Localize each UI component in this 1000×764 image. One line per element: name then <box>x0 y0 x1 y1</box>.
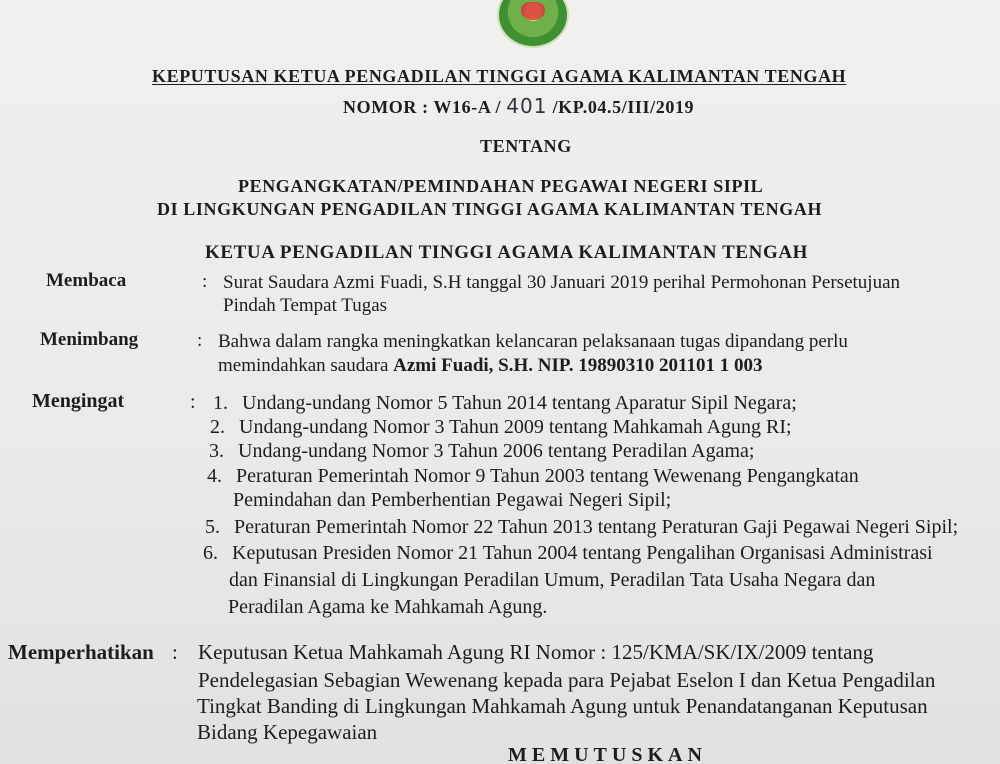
membaca-text-line1: Surat Saudara Azmi Fuadi, S.H tanggal 30 Januari 2019 perihal Permohonan Persetujuan <box>223 272 901 293</box>
menimbang-text-line2 <box>218 355 762 377</box>
emblem-center <box>521 2 545 20</box>
document-number <box>343 94 694 118</box>
mengingat-item-3 <box>209 440 754 463</box>
mengingat-label: Mengingat <box>32 390 125 412</box>
mengingat-item-6 <box>203 542 933 565</box>
mengingat-item-4 <box>207 465 859 488</box>
memperhatikan-text-line2: Pendelegasian Sebagian Wewenang kepada para Pejabat Eselon I dan Ketua Pengadilan <box>198 668 936 692</box>
mengingat-item-2 <box>210 416 792 439</box>
membaca-text-line2: Pindah Tempat Tugas <box>223 295 388 316</box>
membaca-colon: : <box>202 271 208 292</box>
menimbang-label: Menimbang <box>40 329 139 350</box>
list-number: 6. <box>203 542 218 564</box>
list-number: 3. <box>209 440 224 462</box>
list-number: 4. <box>207 465 222 487</box>
subject-line-1: PENGANGKATAN/PEMINDAHAN PEGAWAI NEGERI SIPIL <box>238 176 764 196</box>
list-text: Undang-undang Nomor 3 Tahun 2009 tentang Mahkamah Agung RI; <box>239 416 792 438</box>
mengingat-colon: : <box>190 391 196 413</box>
list-number: 5. <box>205 516 220 538</box>
memperhatikan-text-line1: Keputusan Ketua Mahkamah Agung RI Nomor : 125/KMA/SK/IX/2009 tentang <box>198 640 874 664</box>
document-number-suffix: /KP.04.5/III/2019 <box>552 97 695 117</box>
menimbang-text-line1: Bahwa dalam rangka meningkatkan kelancaran pelaksanaan tugas dipandang perlu <box>218 331 848 352</box>
mengingat-item-1 <box>213 392 797 415</box>
employee-identity: Azmi Fuadi, S.H. NIP. 19890310 201101 1 003 <box>393 355 763 376</box>
memperhatikan-text-line4: Bidang Kepegawaian <box>197 720 378 744</box>
memutuskan-heading: MEMUTUSKAN <box>508 744 707 764</box>
document-title: KEPUTUSAN KETUA PENGADILAN TINGGI AGAMA KALIMANTAN TENGAH <box>152 66 847 86</box>
list-text: Peraturan Pemerintah Nomor 9 Tahun 2003 tentang Wewenang Pengangkatan <box>236 465 859 487</box>
list-text: Keputusan Presiden Nomor 21 Tahun 2004 tentang Pengalihan Organisasi Administrasi <box>232 542 933 564</box>
mengingat-item-5 <box>205 516 958 539</box>
mengingat-item-6-line3: Peradilan Agama ke Mahkamah Agung. <box>228 596 548 618</box>
menimbang-colon: : <box>197 330 203 351</box>
memperhatikan-colon: : <box>172 640 178 664</box>
memperhatikan-label: Memperhatikan <box>8 640 154 664</box>
document-number-handwritten: 401 <box>506 94 548 118</box>
memperhatikan-text-line3: Tingkat Banding di Lingkungan Mahkamah Agung untuk Penandatanganan Keputusan <box>197 694 928 718</box>
court-emblem-icon <box>499 0 567 46</box>
document-number-prefix: NOMOR : W16-A / <box>343 97 502 117</box>
list-number: 1. <box>213 392 228 414</box>
list-text: Undang-undang Nomor 3 Tahun 2006 tentang Peradilan Agama; <box>238 440 755 462</box>
official-heading: KETUA PENGADILAN TINGGI AGAMA KALIMANTAN TENGAH <box>205 242 809 263</box>
tentang-heading: TENTANG <box>480 136 572 156</box>
mengingat-item-6-line2: dan Finansial di Lingkungan Peradilan Umum, Peradilan Tata Usaha Negara dan <box>229 569 876 591</box>
subject-line-2: DI LINGKUNGAN PENGADILAN TINGGI AGAMA KALIMANTAN TENGAH <box>157 199 823 219</box>
menimbang-text-prefix: memindahkan saudara <box>218 355 389 376</box>
membaca-label: Membaca <box>46 270 127 291</box>
list-number: 2. <box>210 416 225 438</box>
mengingat-item-4-line2: Pemindahan dan Pemberhentian Pegawai Negeri Sipil; <box>233 489 672 511</box>
list-text: Peraturan Pemerintah Nomor 22 Tahun 2013 tentang Peraturan Gaji Pegawai Negeri Sipil; <box>234 516 959 538</box>
list-text: Undang-undang Nomor 5 Tahun 2014 tentang Aparatur Sipil Negara; <box>242 392 797 414</box>
